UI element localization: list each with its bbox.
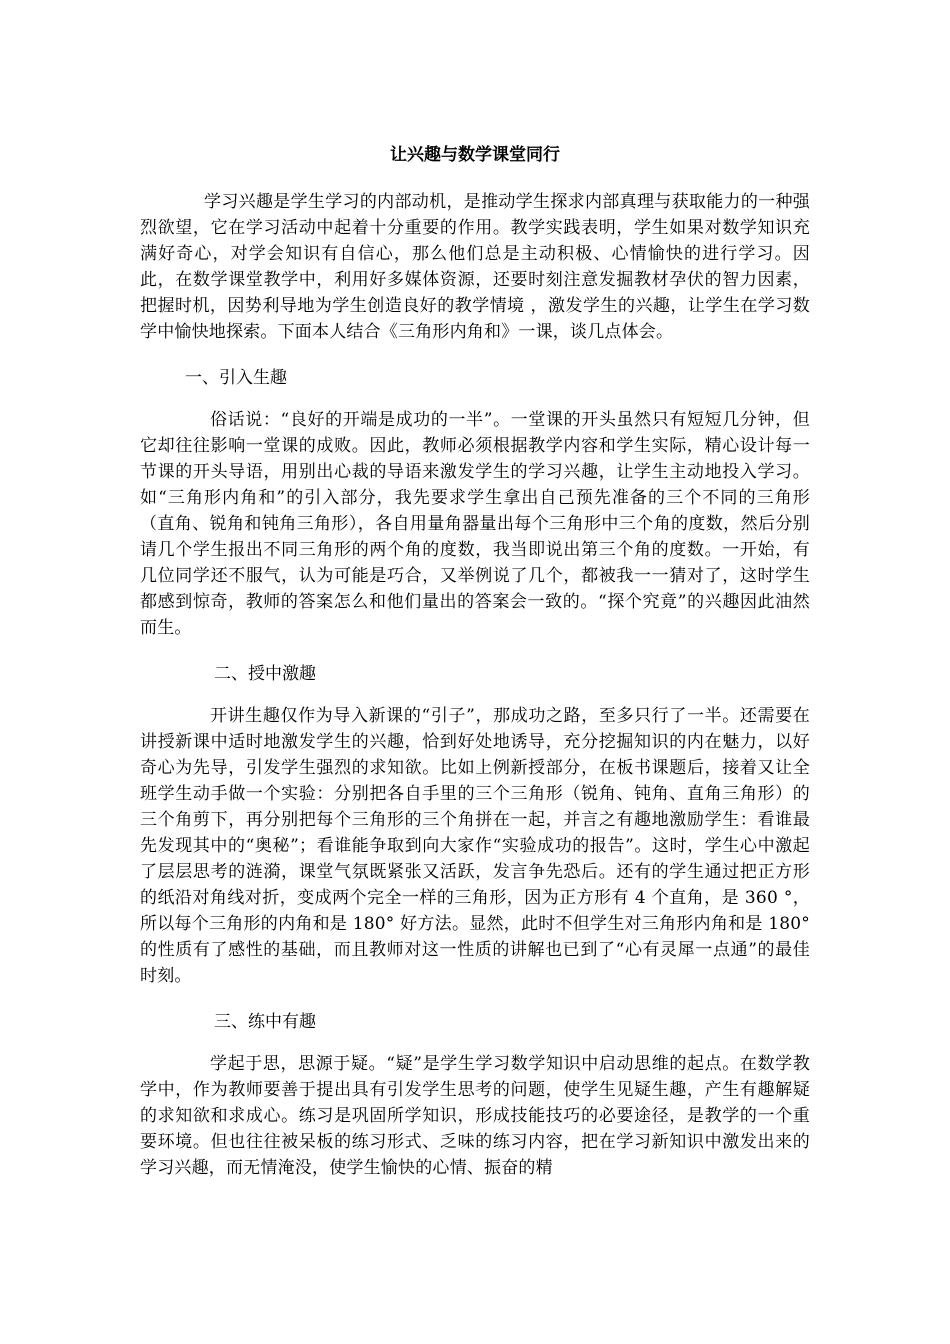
section-heading-1: 一、引入生趣 [185,368,287,388]
intro-paragraph: 学习兴趣是学生学习的内部动机，是推动学生探求内部真理与获取能力的一种强烈欲望，它在学习活动中起着十分重要的作用。教学实践表明，学生如果对数学知识充满好奇心，对学会知识有自信心，那么他们总是主动积极、心情愉快的进行学习。因此，在数学课堂教学中，利用好多媒体资源，还要时刻注意发掘教材孕伏的智力因素，把握时机，因势利导地为学生创造良好的教学情境 ，激发学生的兴趣，让学生在学习数学中愉快地探索。下面本人结合《三角形内角和》一课，谈几点体会。 [140,192,810,342]
section-heading-3: 三、练中有趣 [214,1012,316,1032]
spacer [140,391,810,407]
spacer [140,641,810,661]
document-title: 让兴趣与数学课堂同行 [390,145,560,165]
document-page [140,143,810,1181]
spacer [140,1035,810,1051]
section-body-3: 学起于思，思源于疑。“疑”是学生学习数学知识中启动思维的起点。在数学教学中，作为教师要善于提出具有引发学生思考的问题，使学生见疑生趣，产生有趣解疑的求知欲和求成心。练习是巩固所学知识，形成技能技巧的必要途径，是教学的一个重要环境。但也往往被呆板的练习形式、乏味的练习内容，把在学习新知识中激发出来的学习兴趣，而无情淹没，使学生愉快的心情、振奋的精 [140,1054,810,1178]
section-body-1: 俗话说：“良好的开端是成功的一半”。一堂课的开头虽然只有短短几分钟，但它却往往影响一堂课的成败。因此，教师必须根据教学内容和学生实际，精心设计每一节课的开头导语，用别出心裁的导语来激发学生的学习兴趣，让学生主动地投入学习。如“三角形内角和”的引入部分，我先要求学生拿出自己预先准备的三个不同的三角形（直角、锐角和钝角三角形），各自用量角器量出每个三角形中三个角的度数，然后分别请几个学生报出不同三角形的两个角的度数，我当即说出第三个角的度数。一开始，有几位同学还不服气，认为可能是巧合，又举例说了几个，都被我一一猜对了，这时学生都感到惊奇，教师的答案怎么和他们量出的答案会一致的。“探个究竟”的兴趣因此油然而生。 [140,410,810,638]
spacer [140,989,810,1009]
section-heading-2: 二、授中激趣 [214,664,316,684]
spacer [140,687,810,703]
spacer [140,345,810,365]
section-body-2: 开讲生趣仅作为导入新课的“引子”，那成功之路，至多只行了一半。还需要在讲授新课中适时地激发学生的兴趣，恰到好处地诱导，充分挖掘知识的内在魅力，以好奇心为先导，引发学生强烈的求知欲。比如上例新授部分，在板书课题后，接着又让全班学生动手做一个实验：分别把各自手里的三个三角形（锐角、钝角、直角三角形）的三个角剪下，再分别把每个三角形的三个角拼在一起，并言之有趣地激励学生：看谁最先发现其中的“奥秘”；看谁能争取到向大家作“实验成功的报告”。这时，学生心中激起了层层思考的涟漪，课堂气氛既紧张又活跃，发言争先恐后。还有的学生通过把正方形的纸沿对角线对折，变成两个完全一样的三角形，因为正方形有 4 个直角，是 360 °，所以每个三角形的内角和是 180° 好方法。显然，此时不但学生对三角形内角和是 180° 的性质有了感性的基础，而且教师对这一性质的讲解也已到了“心有灵犀一点通”的最佳时刻。 [140,706,810,986]
